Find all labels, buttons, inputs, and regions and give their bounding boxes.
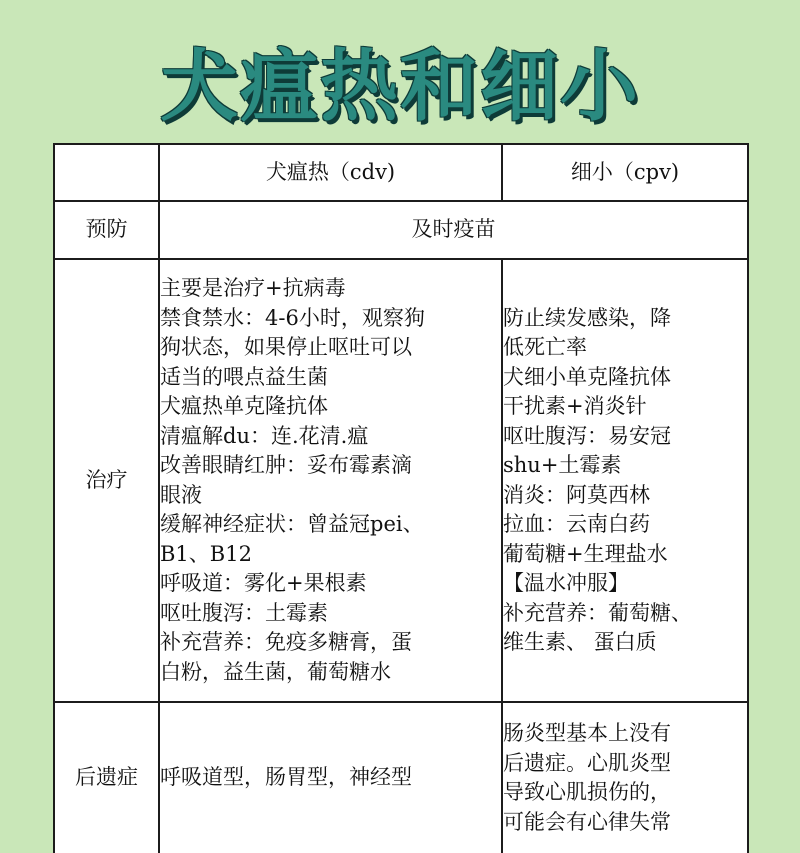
- treatment-cdv-line: 眼液: [160, 482, 202, 507]
- comparison-table: [53, 143, 749, 853]
- treatment-cdv-line: 补充营养：免疫多糖膏，蛋: [160, 630, 412, 654]
- treatment-cpv-line: 呕吐腹泻：易安冠: [503, 423, 671, 448]
- treatment-cpv-cell: [502, 259, 748, 702]
- sequelae-cpv-cell: [502, 702, 748, 853]
- sequelae-cdv: 呼吸道型，肠胃型，神经型: [159, 702, 502, 853]
- treatment-cpv-line: 犬细小单克隆抗体: [503, 364, 671, 389]
- header-cdv: 犬瘟热（cdv): [159, 144, 502, 201]
- treatment-cpv-line: 葡萄糖+生理盐水: [503, 541, 668, 566]
- treatment-cpv-line: 维生素、 蛋白质: [503, 630, 657, 654]
- sequelae-cpv-line: 后遗症。心肌炎型: [503, 750, 671, 775]
- treatment-cdv-line: 改善眼睛红肿：妥布霉素滴: [160, 453, 412, 477]
- treatment-cdv-cell: [159, 259, 502, 702]
- treatment-cpv-line: 低死亡率: [503, 335, 587, 359]
- treatment-label: 治疗: [54, 259, 159, 702]
- treatment-cdv-line: 白粉，益生菌，葡萄糖水: [160, 659, 391, 684]
- treatment-cpv-line: 干扰素+消炎针: [503, 394, 647, 418]
- treatment-cdv-line: 狗状态，如果停止呕吐可以: [160, 335, 412, 359]
- treatment-cpv-line: 【温水冲服】: [503, 571, 629, 595]
- prevention-label: 预防: [54, 201, 159, 259]
- treatment-cpv-line: 消炎：阿莫西林: [503, 482, 650, 507]
- treatment-cdv-line: 呼吸道：雾化+果根素: [160, 571, 367, 595]
- sequelae-cpv-line: 可能会有心律失常: [503, 809, 671, 834]
- treatment-cdv-line: 呕吐腹泻：土霉素: [160, 600, 328, 625]
- treatment-cpv-line: 补充营养：葡萄糖、: [503, 600, 692, 625]
- treatment-cpv-line: 拉血：云南白药: [503, 512, 650, 536]
- header-row: [54, 144, 748, 201]
- treatment-cpv-line: shu+土霉素: [503, 453, 622, 477]
- treatment-cdv-line: 缓解神经症状：曾益冠pei、: [160, 512, 424, 536]
- treatment-cdv-line: 犬瘟热单克隆抗体: [160, 394, 328, 418]
- sequelae-label: 后遗症: [54, 702, 159, 853]
- sequelae-row: [54, 702, 748, 853]
- header-cpv: 细小（cpv): [502, 144, 748, 201]
- page-title: 犬瘟热和细小: [159, 42, 640, 132]
- sequelae-cpv-line: 肠炎型基本上没有: [503, 721, 671, 745]
- treatment-row: [54, 259, 748, 702]
- treatment-cdv-line: 禁食禁水：4-6小时，观察狗: [160, 305, 425, 330]
- treatment-cdv-line: 适当的喂点益生菌: [160, 364, 328, 389]
- header-blank-cell: [54, 144, 159, 201]
- treatment-cdv-line: 清瘟解du：连.花清.瘟: [160, 423, 369, 448]
- sequelae-cpv-line: 导致心肌损伤的，: [503, 780, 671, 804]
- prevention-row: [54, 201, 748, 259]
- treatment-cdv-line: 主要是治疗+抗病毒: [160, 276, 346, 300]
- treatment-cpv-line: 防止续发感染，降: [503, 305, 671, 330]
- treatment-cdv-line: B1、B12: [160, 541, 252, 566]
- prevention-value: 及时疫苗: [159, 201, 748, 259]
